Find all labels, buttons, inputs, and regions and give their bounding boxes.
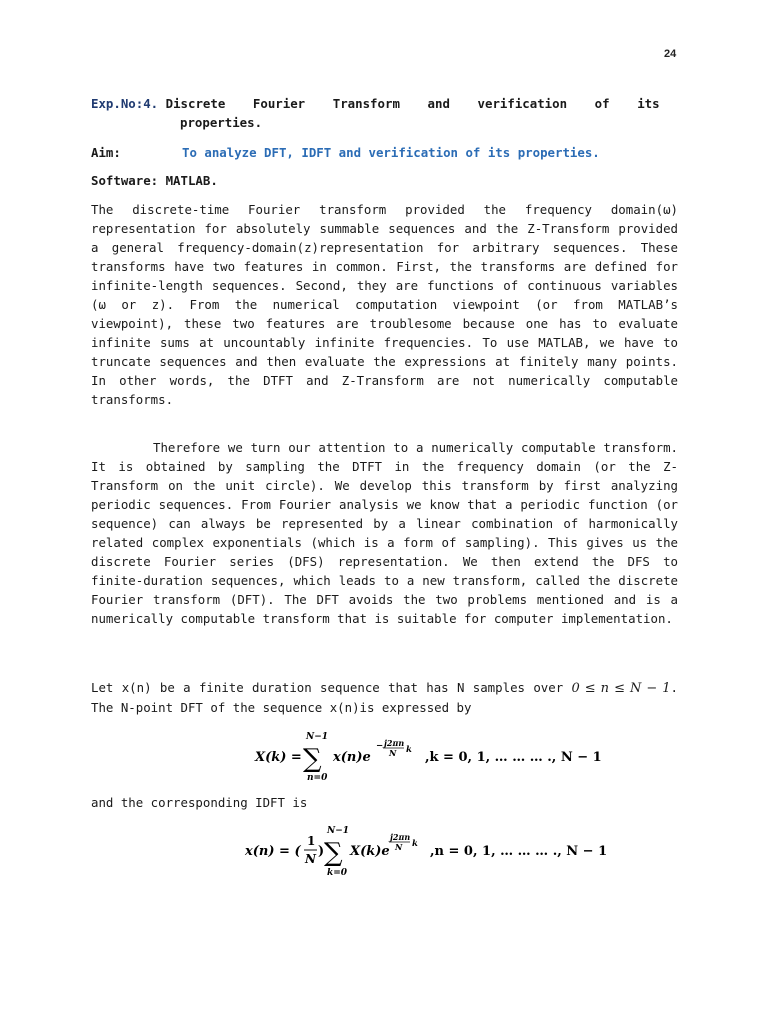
idft-equation-svg	[245, 819, 608, 879]
idft-lhs: x(n) = (	[245, 844, 301, 859]
idft-exp-num: j2πn	[390, 832, 411, 842]
experiment-heading	[91, 94, 678, 132]
idft-frac-num: 1	[307, 834, 316, 848]
software-line: Software: MATLAB.	[91, 173, 218, 188]
page-number: 24	[664, 48, 677, 60]
paragraph-dft-motivation: Therefore we turn our attention to a numerically computable transform. It is obtained by sampling the DTFT in the frequency domain (or the Z-Transform on the unit circle). We develop this transform by first analyzing periodic sequences. From Fourier analysis we know that a periodic function (or sequence) can always be represented by a linear combination of harmonically related complex exponentials (which is a form of sampling). This gives us the discrete Fourier series (DFS) representation. We then extend the DFS to finite-duration sequences, which leads to a new transform, called the discrete Fourier transform (DFT). The DFT avoids the two problems mentioned and is a numerically computable transform that is suitable for computer implementation.	[91, 440, 678, 626]
definition-text-b: . The N-point DFT of the sequence x(n)is expressed by	[91, 680, 678, 715]
idft-sigma: ∑	[324, 838, 343, 868]
definition-math-range: 0 ≤ n ≤ N − 1	[571, 681, 671, 696]
dft-equation	[255, 726, 602, 783]
dft-exp-num: j2πn	[384, 738, 405, 748]
experiment-title: Discrete Fourier Transform and verification of its	[165, 96, 660, 111]
experiment-label: Exp.No:4.	[91, 96, 159, 111]
dft-exponent: −	[376, 741, 384, 751]
idft-sum-lower: k=0	[327, 868, 348, 878]
aim-line	[91, 143, 600, 162]
dft-exp-k: k	[406, 745, 412, 755]
idft-frac-den: N	[305, 852, 316, 866]
dft-sigma: ∑	[303, 744, 322, 774]
experiment-title-line1	[91, 94, 678, 113]
paragraph-dft-definition	[91, 678, 678, 717]
idft-range: ,n = 0, 1, … … … ., N − 1	[430, 844, 608, 859]
idft-term: X(k)e	[350, 844, 390, 859]
dft-term: x(n)e	[333, 750, 371, 765]
dft-range: ,k = 0, 1, … … … ., N − 1	[425, 750, 602, 765]
dft-sum-upper: N−1	[306, 732, 329, 742]
dft-sum-lower: n=0	[307, 773, 328, 783]
dft-lhs: X(k) =	[255, 750, 302, 765]
experiment-title-line2: properties.	[180, 115, 263, 130]
idft-exp-den: N	[395, 842, 403, 852]
aim-label: Aim:	[91, 145, 121, 160]
idft-equation	[245, 819, 608, 879]
dft-equation-svg	[255, 726, 602, 783]
idft-rparen: )	[318, 844, 325, 859]
idft-exp-k: k	[412, 839, 418, 849]
definition-text-a: Let x(n) be a finite duration sequence that has N samples over	[91, 680, 572, 695]
dft-exp-den: N	[389, 748, 397, 758]
paragraph-idft-intro: and the corresponding IDFT is	[91, 795, 308, 810]
aim-text: To analyze DFT, IDFT and verification of its properties.	[182, 145, 600, 160]
idft-sum-upper: N−1	[327, 826, 350, 836]
paragraph-intro: The discrete-time Fourier transform provided the frequency domain(ω) representation for absolutely summable sequences and the Z-Transform provided a general frequency-domain(z)representation for arbitrary sequences. These transforms have two features in common. First, the transforms are defined for infinite-length sequences. Second, they are functions of continuous variables (ω or z). From the numerical computation viewpoint (or from MATLAB’s viewpoint), these two features are troublesome because one has to evaluate infinite sums at uncountably infinite frequencies. To use MATLAB, we have to truncate sequences and then evaluate the expressions at finitely many points. In other words, the DTFT and Z-Transform are not numerically computable transforms.	[91, 202, 678, 407]
